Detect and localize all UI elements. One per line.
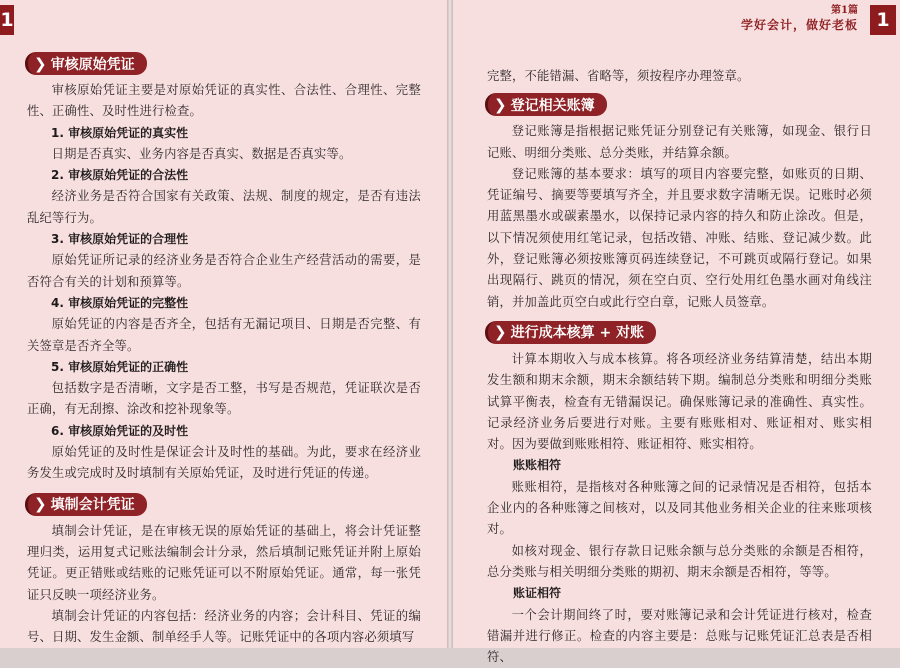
chapter-tab: 1 [870, 5, 896, 35]
paragraph: 如核对现金、银行存款日记账余额与总分类账的余额是否相符，总分类账与相关明细分类账的期初、期末余额是否相符，等等。 [487, 543, 872, 579]
sub-heading: 账账相符 [513, 458, 562, 473]
paragraph: 日期是否真实、业务内容是否真实、数据是否真实等。 [51, 146, 352, 161]
paragraph: 填制会计凭证的内容包括：经济业务的内容；会计科目、凭证的编号、日期、发生金额、制单经手人等。记账凭证中的各项内容必须填写 [27, 608, 421, 645]
sub-heading: 账证相符 [513, 586, 562, 601]
chevron-right-icon: ❯ [494, 323, 507, 342]
paragraph: 登记账簿的基本要求：填写的项目内容要完整，如账页的日期、凭证编号、摘要等要填写齐全，并且要求数字清晰无误。记账时必须用蓝黑墨水或碳素墨水，以保持记录内容的持久和防止涂改。但是，以下情况须使用红笔记录，包括改错、冲账、结账、登记减少数。此外，登记账簿必须按账簿页码连续登记，不可跳页或隔行登记。如果出现隔行、跳页的情况，须在空白页、空行处用红色墨水画对角线注销，并加盖此页空白或此行空白章，记账人员签章。 [487, 166, 872, 309]
paragraph: 原始凭证的内容是否齐全，包括有无漏记项目、日期是否完整、有关签章是否齐全等。 [27, 317, 421, 353]
paragraph: 包括数字是否清晰，文字是否工整，书写是否规范，凭证联次是否正确，有无刮擦、涂改和挖补现象等。 [27, 381, 421, 417]
paragraph: 账账相符，是指核对各种账簿之间的记录情况是否相符，包括本企业内的各种账簿之间核对，以及同其他业务相关企业的往来账项核对。 [487, 479, 872, 537]
chapter-tab: 1 [0, 5, 14, 35]
paragraph: 完整，不能错漏、省略等，须按程序办理签章。 [487, 69, 750, 83]
paragraph: 原始凭证所记录的经济业务是否符合企业生产经营活动的需要，是否符合有关的计划和预算等。 [27, 253, 421, 289]
section-heading: ❯ 进行成本核算 + 对账 [485, 321, 872, 346]
sub-heading: 2. 审核原始凭证的合法性 [51, 168, 189, 183]
sub-heading: 6. 审核原始凭证的及时性 [51, 423, 189, 438]
sub-heading: 4. 审核原始凭证的完整性 [51, 295, 189, 310]
chevron-right-icon: ❯ [494, 95, 507, 114]
sub-heading: 5. 审核原始凭证的正确性 [51, 359, 189, 374]
chevron-right-icon: ❯ [34, 54, 47, 73]
section-heading: ❯ 填制会计凭证 [25, 493, 421, 518]
paragraph: 登记账簿是指根据记账凭证分别登记有关账簿，如现金、银行日记账、明细分类账、总分类账，并结算余额。 [487, 124, 872, 160]
paragraph: 经济业务是否符合国家有关政策、法规、制度的规定，是否有违法乱纪等行为。 [27, 189, 421, 225]
section-heading: ❯ 审核原始凭证 [25, 52, 421, 77]
left-page [0, 0, 447, 648]
paragraph: 填制会计凭证，是在审核无误的原始凭证的基础上，将会计凭证整理归类，运用复式记账法编制会计分录，然后填制记账凭证并附上原始凭证。更正错账或结账的记账凭证可以不附原始凭证。通常，每一张凭证只反映一项经济业务。 [27, 523, 421, 602]
chevron-right-icon: ❯ [34, 495, 47, 514]
sub-heading: 1. 审核原始凭证的真实性 [51, 125, 189, 140]
paragraph: 计算本期收入与成本核算。将各项经济业务结算清楚，结出本期发生额和期末余额，期末余额结转下期。编制总分类账和明细分类账试算平衡表，检查有无错漏误记。确保账簿记录的准确性、真实性。记录经济业务后要进行对账。主要有账账相对、账证相对、账实相对。因为要做到账账相符、账证相符、账实相符。 [487, 351, 872, 452]
sub-heading: 3. 审核原始凭证的合理性 [51, 232, 189, 247]
running-head: 第1篇 学好会计，做好老板 [740, 5, 858, 32]
section-heading: ❯ 登记相关账簿 [485, 93, 872, 118]
right-page [453, 0, 900, 665]
paragraph: 原始凭证的及时性是保证会计及时性的基础。为此，要求在经济业务发生或完成时及时填制有关原始凭证，及时进行凭证的传递。 [27, 445, 421, 481]
paragraph: 审核原始凭证主要是对原始凭证的真实性、合法性、合理性、完整性、正确性、及时性进行检查。 [27, 83, 421, 119]
paragraph: 一个会计期间终了时，要对账簿记录和会计凭证进行核对，检查错漏并进行修正。检查的内容主要是：总账与记账凭证汇总表是否相符、 [487, 607, 872, 665]
